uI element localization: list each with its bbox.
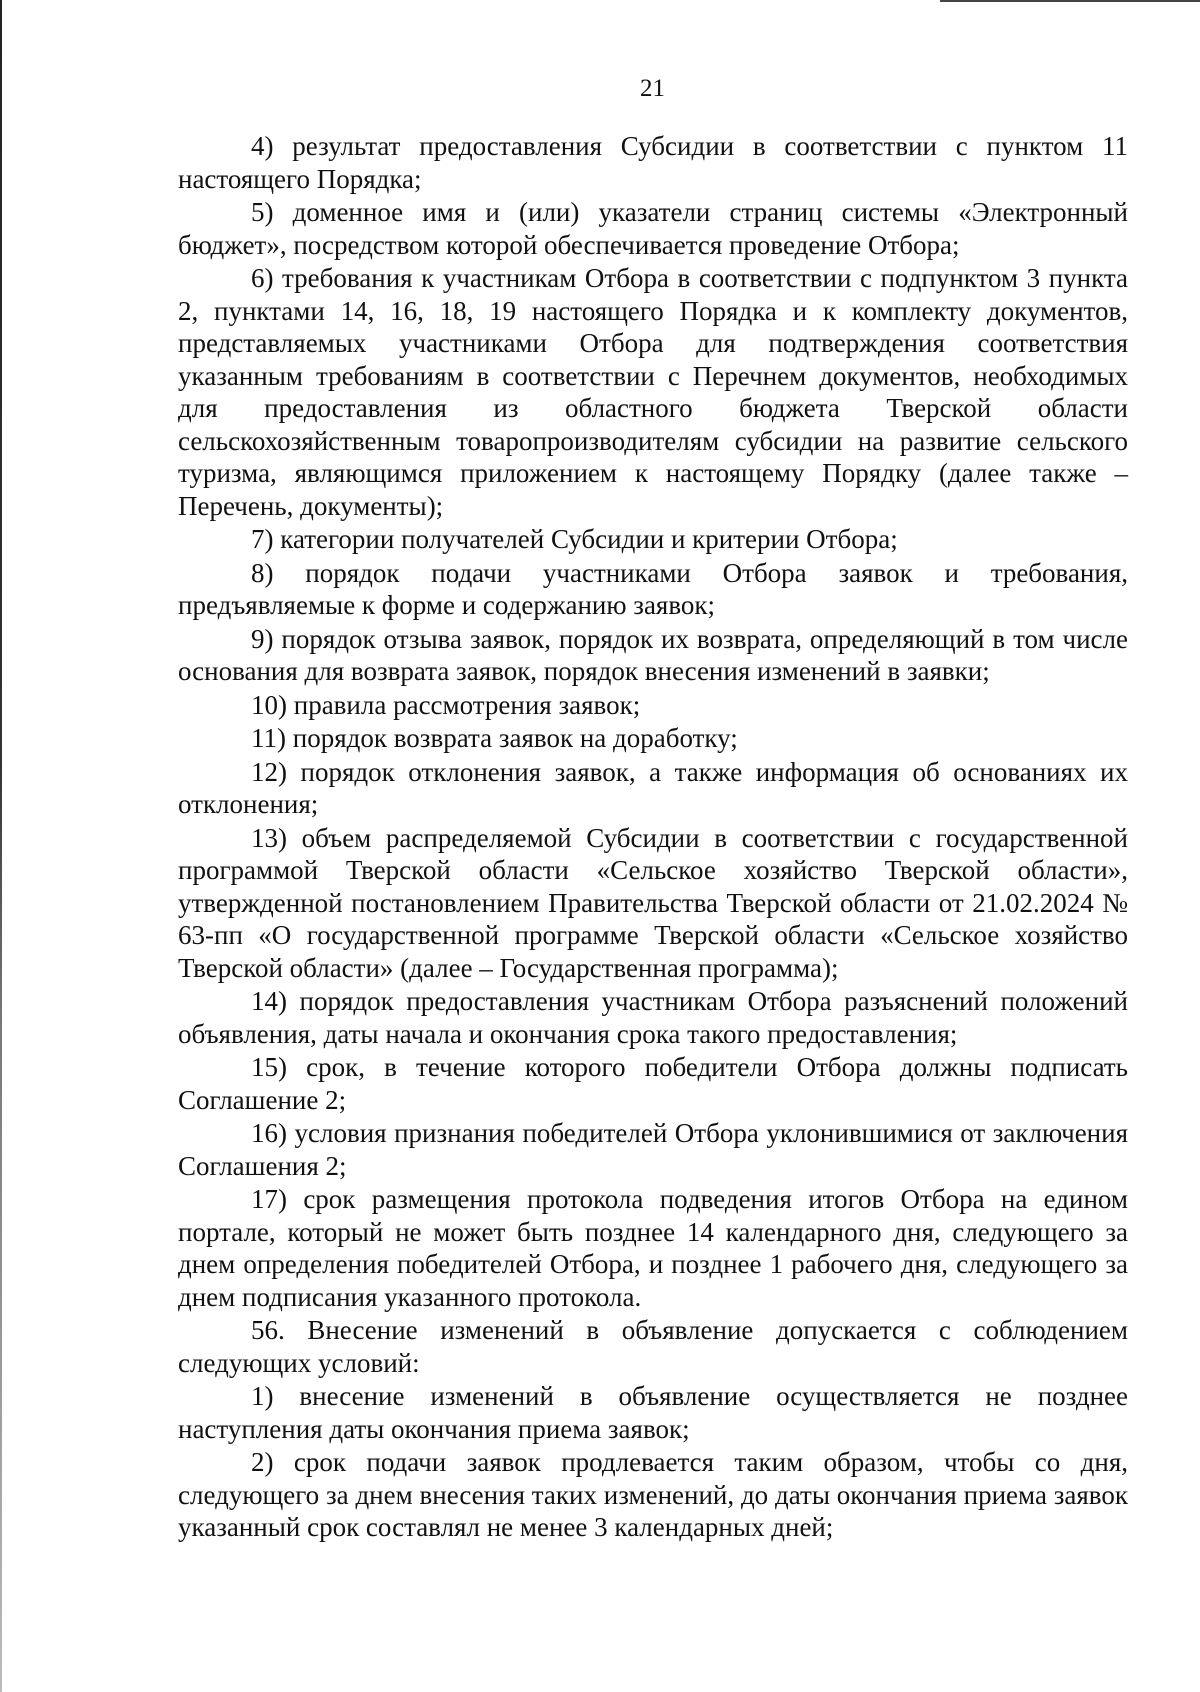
paragraph: 2) срок подачи заявок продлевается таким образом, чтобы со дня, следующего за днем внесения таких изменений, до даты окончания приема заявок указанный срок составлял не менее 3 календарных дней; [178,1447,1128,1542]
document-body [178,130,1128,1545]
paragraph: 4) результат предоставления Субсидии в соответствии с пунктом 11 настоящего Порядка; [178,131,1128,194]
paragraph: 9) порядок отзыва заявок, порядок их возврата, определяющий в том числе основания для возврата заявок, порядок внесения изменений в заявки; [178,623,1128,686]
paragraph: 56. Внесение изменений в объявление допускается с соблюдением следующих условий: [178,1315,1128,1378]
scan-edge-top [940,0,1200,2]
paragraph: 16) условия признания победителей Отбора уклонившимися от заключения Соглашения 2; [178,1118,1128,1181]
paragraph: 6) требования к участникам Отбора в соответствии с подпунктом 3 пункта 2, пунктами 14, 16, 18, 19 настоящего Порядка и к комплекту документов, представляемых участниками Отбора для подтверждения соответствия указанным требованиям в соответствии с Перечнем документов, необходимых для предоставления из областного бюджета Тверской области сельскохозяйственным товаропроизводителям субсидии на развитие сельского туризма, являющимся приложением к настоящему Порядку (далее также – Перечень, документы); [178,263,1128,521]
paragraph: 7) категории получателей Субсидии и критерии Отбора; [251,524,898,554]
paragraph: 11) порядок возврата заявок на доработку; [251,723,738,753]
paragraph: 1) внесение изменений в объявление осуществляется не позднее наступления даты окончания приема заявок; [178,1381,1128,1444]
paragraph: 17) срок размещения протокола подведения итогов Отбора на едином портале, который не может быть позднее 14 календарного дня, следующего за днем определения победителей Отбора, и позднее 1 рабочего дня, следующего за днем подписания указанного протокола. [178,1184,1128,1312]
paragraph: 15) срок, в течение которого победители Отбора должны подписать Соглашение 2; [178,1052,1128,1115]
paragraph: 5) доменное имя и (или) указатели страниц системы «Электронный бюджет», посредством которой обеспечивается проведение Отбора; [178,197,1128,260]
scan-edge-left [0,0,2,1692]
page-number: 21 [640,75,665,102]
paragraph: 13) объем распределяемой Субсидии в соответствии с государственной программой Тверской области «Сельское хозяйство Тверской области», утвержденной постановлением Правительства Тверской области от 21.02.2024 № 63-пп «О государственной программе Тверской области «Сельское хозяйство Тверской области» (далее – Государственная программа); [178,822,1128,983]
paragraph: 10) правила рассмотрения заявок; [251,689,641,720]
paragraph: 8) порядок подачи участниками Отбора заявок и требования, предъявляемые к форме и содержанию заявок; [178,557,1128,620]
paragraph: 12) порядок отклонения заявок, а также информация об основаниях их отклонения; [178,756,1128,819]
paragraph: 14) порядок предоставления участникам Отбора разъяснений положений объявления, даты начала и окончания срока такого предоставления; [178,986,1128,1049]
